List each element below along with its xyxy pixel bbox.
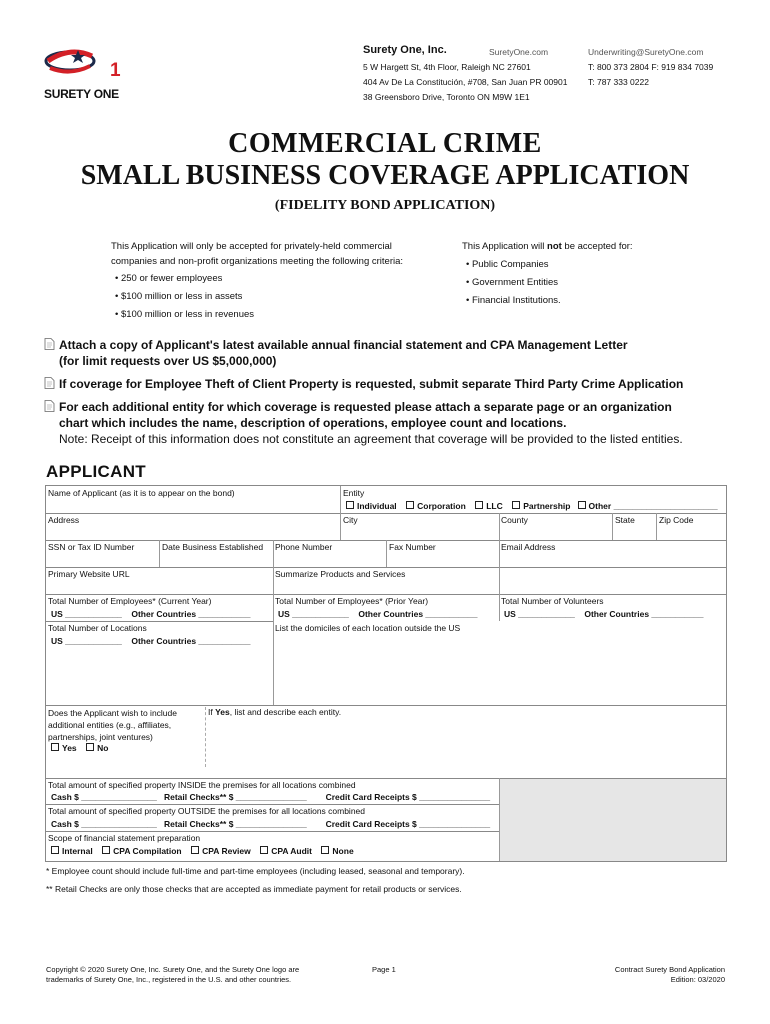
additional-entities-options xyxy=(51,743,108,753)
additional-no-checkbox[interactable]: No xyxy=(86,743,108,753)
website-label: Primary Website URL xyxy=(48,569,130,579)
accepted-item: • $100 million or less in assets xyxy=(115,291,243,302)
not-accepted-intro: This Application will not be accepted for: xyxy=(462,241,633,252)
entity-corporation-checkbox[interactable]: Corporation xyxy=(406,501,466,511)
accepted-item: • 250 or fewer employees xyxy=(115,273,223,284)
footer-form-info: Contract Surety Bond Application Edition: 03/2020 xyxy=(614,965,725,984)
scope-options xyxy=(51,846,354,856)
title-line3: (FIDELITY BOND APPLICATION) xyxy=(274,198,496,213)
footer-page: Page 1 xyxy=(372,965,396,974)
document-icon xyxy=(44,400,55,412)
outside-property-label: Total amount of specified property OUTSIDE the premises for all locations combined xyxy=(48,806,366,816)
scope-none-checkbox[interactable]: None xyxy=(321,846,353,856)
entity-individual-checkbox[interactable]: Individual xyxy=(346,501,397,511)
footnote-retail: ** Retail Checks are only those checks that are accepted as immediate payment for retail products or services. xyxy=(46,884,462,894)
domiciles-label: List the domiciles of each location outside the US xyxy=(275,623,461,633)
address-sanjuan: 404 Av De La Constitución, #708, San Juan PR 00901 xyxy=(363,77,568,87)
accepted-intro-2: companies and non-profit organizations meeting the following criteria: xyxy=(111,256,404,267)
employees-prior-fields: US ____________ Other Countries ___________ xyxy=(278,609,478,619)
document-icon xyxy=(44,338,55,350)
entity-label: Entity xyxy=(343,488,365,498)
accepted-intro-1: This Application will only be accepted for privately-held commercial xyxy=(111,241,392,252)
accepted-item: • $100 million or less in revenues xyxy=(115,309,255,320)
date-established-label: Date Business Established xyxy=(162,542,264,552)
address-label: Address xyxy=(48,515,80,525)
not-accepted-item: • Government Entities xyxy=(466,277,559,288)
footer-copyright: Copyright © 2020 Surety One, Inc. Surety One, and the Surety One logo are trademarks of Surety One, Inc., registered in the U.S. and other countries. xyxy=(46,965,300,984)
applicant-form xyxy=(45,485,727,862)
logo-number: 1 xyxy=(110,60,121,81)
additional-entities-question: Does the Applicant wish to include additional entities (e.g., affiliates, partnerships, joint ventures) xyxy=(48,708,177,742)
entity-partnership-checkbox[interactable]: Partnership xyxy=(512,501,570,511)
products-label: Summarize Products and Services xyxy=(275,569,406,579)
logo-text: SURETY ONE xyxy=(44,87,119,101)
instruction-additional-entity: For each additional entity for which coverage is requested please attach a separate page or an organization chart which includes the name, description of operations, employee count and locations. Note: Receipt of this information does not constitute an agreement that coverage will be provided to the listed entities. xyxy=(44,399,683,447)
scope-label: Scope of financial statement preparation xyxy=(48,833,201,843)
ssn-label: SSN or Tax ID Number xyxy=(48,542,135,552)
scope-audit-checkbox[interactable]: CPA Audit xyxy=(260,846,312,856)
scope-internal-checkbox[interactable]: Internal xyxy=(51,846,93,856)
instruction-third-party: If coverage for Employee Theft of Client Property is requested, submit separate Third Party Crime Application xyxy=(44,376,683,392)
email-label: Email Address xyxy=(501,542,556,552)
applicant-name-label: Name of Applicant (as it is to appear on the bond) xyxy=(48,488,235,498)
section-heading-applicant: APPLICANT xyxy=(46,462,146,481)
entity-other-checkbox[interactable]: Other ______________________ xyxy=(578,501,718,511)
phone-label: Phone Number xyxy=(275,542,333,552)
address-raleigh: 5 W Hargett St, 4th Floor, Raleigh NC 27601 xyxy=(363,62,531,72)
scope-compilation-checkbox[interactable]: CPA Compilation xyxy=(102,846,181,856)
inside-property-label: Total amount of specified property INSIDE the premises for all locations combined xyxy=(48,780,356,790)
not-accepted-item: • Public Companies xyxy=(466,259,549,270)
employees-prior-label: Total Number of Employees* (Prior Year) xyxy=(275,596,429,606)
state-label: State xyxy=(615,515,635,525)
additional-yes-checkbox[interactable]: Yes xyxy=(51,743,77,753)
scope-review-checkbox[interactable]: CPA Review xyxy=(191,846,251,856)
fax-label: Fax Number xyxy=(389,542,436,552)
title-line1: COMMERCIAL CRIME xyxy=(228,128,542,159)
phone-sanjuan: T: 787 333 0222 xyxy=(588,77,649,87)
inside-property-fields: Cash $ ________________ Retail Checks** $ _______________ Credit Card Receipts $ _______________ xyxy=(51,792,491,802)
employees-current-label: Total Number of Employees* (Current Year) xyxy=(48,596,212,606)
shaded-area xyxy=(499,778,726,861)
outside-property-fields: Cash $ ________________ Retail Checks** $ _______________ Credit Card Receipts $ _______________ xyxy=(51,819,491,829)
county-label: County xyxy=(501,515,528,525)
zip-label: Zip Code xyxy=(659,515,694,525)
not-accepted-item: • Financial Institutions. xyxy=(466,295,561,306)
employees-current-fields: US ____________ Other Countries ___________ xyxy=(51,609,251,619)
volunteers-fields: US ____________ Other Countries ___________ xyxy=(504,609,704,619)
company-name: Surety One, Inc. xyxy=(363,44,447,56)
document-icon xyxy=(44,377,55,389)
footnote-employee: * Employee count should include full-time and part-time employees (including leased, seasonal and temporary). xyxy=(46,866,465,876)
if-yes-label: If Yes, list and describe each entity. xyxy=(208,707,342,717)
locations-label: Total Number of Locations xyxy=(48,623,147,633)
title-line2: SMALL BUSINESS COVERAGE APPLICATION xyxy=(80,160,690,191)
phone-raleigh: T: 800 373 2804 F: 919 834 7039 xyxy=(588,62,714,72)
locations-fields: US ____________ Other Countries ___________ xyxy=(51,636,251,646)
instruction-financials: Attach a copy of Applicant's latest available annual financial statement and CPA Management Letter (for limit requests over US $5,000,000) xyxy=(44,337,628,369)
entity-llc-checkbox[interactable]: LLC xyxy=(475,501,503,511)
entity-options xyxy=(346,501,718,511)
city-label: City xyxy=(343,515,358,525)
volunteers-label: Total Number of Volunteers xyxy=(501,596,604,606)
company-website[interactable]: SuretyOne.com xyxy=(489,47,549,57)
company-email[interactable]: Underwriting@SuretyOne.com xyxy=(588,47,704,57)
address-toronto: 38 Greensboro Drive, Toronto ON M9W 1E1 xyxy=(363,92,530,102)
